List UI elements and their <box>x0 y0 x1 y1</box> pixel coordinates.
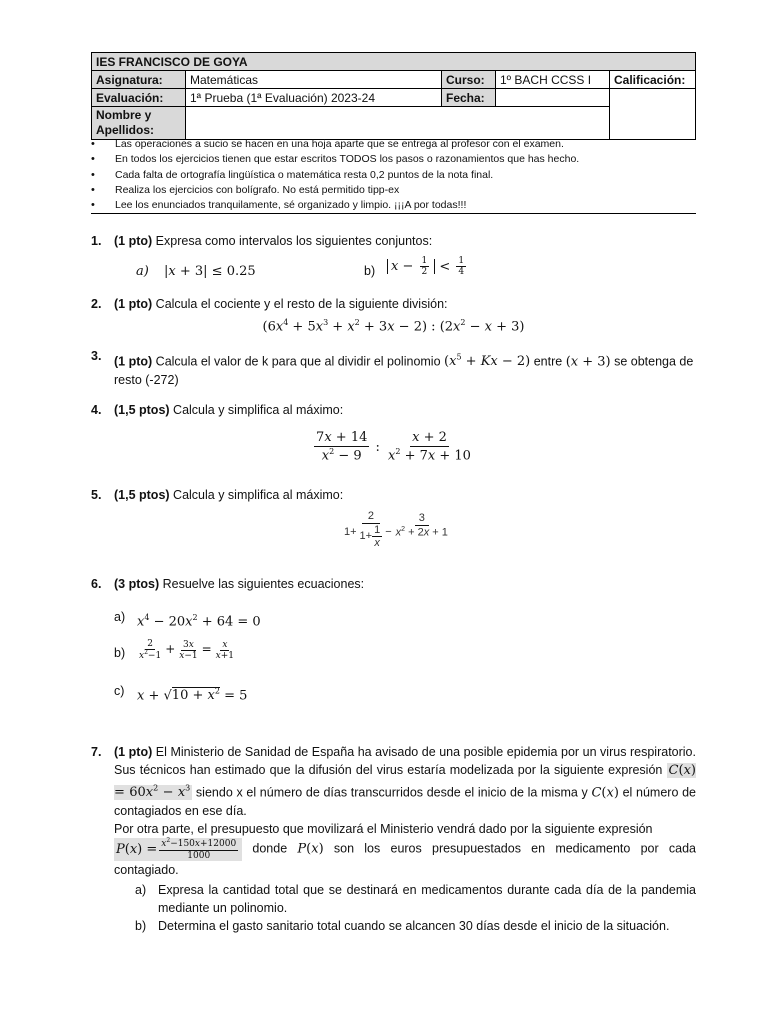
question-text: son los euros presupuestados en medicamento por cada contagiado. <box>114 841 696 878</box>
q7-px-symbol: P(x) <box>297 841 324 857</box>
q3-divisor: (x + 3) <box>565 354 611 370</box>
question-points: (3 ptos) <box>114 577 160 591</box>
question-points: (1 pto) <box>114 234 153 248</box>
q6-b-equation: $\frac{2}{x^2-1}$ + $\frac{3x}{x-1}$ = $\frac{x}{x+1}$ <box>139 639 235 662</box>
q1-a-expression: |x + 3| ≤ 0.25 <box>164 264 256 279</box>
question-number: 3. <box>91 349 102 363</box>
question-number: 7. <box>91 745 102 759</box>
question-text: se obtenga de resto (-272) <box>114 354 694 388</box>
instructions-list <box>91 137 696 213</box>
question-1 <box>91 233 696 286</box>
instruction-item: • Lee los enunciados tranquilamente, sé organizado y limpio. ¡¡¡A por todas!!! <box>91 198 696 213</box>
q7-cx-symbol: C(x) <box>591 785 619 801</box>
instruction-item: • Realiza los ejercicios con bolígrafo. No está permitido tipp-ex <box>91 183 696 198</box>
question-6 <box>91 576 696 703</box>
exam-header-table <box>91 52 696 140</box>
q7-a-text: Expresa la cantidad total que se destinará en medicamentos durante cada día de la pandemia mediante un polinomio. <box>158 883 696 916</box>
q6-c-equation: $x + √10 + x^2 = 5$ <box>137 687 248 704</box>
q7-contagion-formula: $C(x) = 60x^2 - x^3$ <box>114 763 696 801</box>
question-text: Por otra parte, el presupuesto que movilizará el Ministerio vendrá dado por la siguiente expresión <box>114 822 653 837</box>
question-number: 2. <box>91 297 102 311</box>
q1-b-expression: x − $\frac{1}{2}$ < $\frac{1}{4}$ <box>387 256 468 278</box>
question-text: Calcula y simplifica al máximo: <box>169 403 344 417</box>
date-field[interactable] <box>496 89 610 107</box>
question-2 <box>91 296 696 335</box>
q6-b-label: b) <box>114 646 126 660</box>
question-points: (1 pto) <box>114 297 153 311</box>
divider <box>91 213 696 214</box>
question-5 <box>91 487 696 560</box>
q7-b-label: b) <box>135 919 147 934</box>
course-label: Curso: <box>442 71 496 89</box>
evaluation-label: Evaluación: <box>92 89 186 107</box>
q2-expression: $(6x^4 + 5x^3 + x^2 + 3x - 2)$ : $(2x^2 - x + 3)$ <box>262 318 525 335</box>
question-number: 6. <box>91 577 102 591</box>
subject-value: Matemáticas <box>186 71 442 89</box>
question-points: (1 pto) <box>114 354 153 369</box>
question-text: el número de contagiados en ese día. <box>114 785 696 819</box>
question-number: 4. <box>91 403 102 417</box>
q7-a-label: a) <box>135 883 147 898</box>
question-number: 1. <box>91 234 102 248</box>
q7-b-text: Determina el gasto sanitario total cuando se alcancen 30 días desde el inicio de la situación. <box>158 919 670 934</box>
subject-label: Asignatura: <box>92 71 186 89</box>
question-4 <box>91 402 696 464</box>
question-text: Resuelve las siguientes ecuaciones: <box>159 577 365 591</box>
question-text: siendo x el número de días transcurridos desde el inicio de la misma y <box>192 785 592 800</box>
instruction-item: • Las operaciones a sucio se hacen en una hoja aparte que se entrega al profesor con el examen. <box>91 137 696 152</box>
question-text: Calcula y simplifica al máximo: <box>169 488 344 502</box>
question-number: 5. <box>91 488 102 502</box>
question-3 <box>91 348 696 390</box>
course-value: 1º BACH CCSS I <box>496 71 610 89</box>
question-points: (1,5 ptos) <box>114 403 170 417</box>
instruction-item: • Cada falta de ortografía lingüística o matemática resta 0,2 puntos de la nota final. <box>91 168 696 183</box>
question-points: (1,5 ptos) <box>114 488 170 502</box>
q6-a-equation: $x^4 - 20x^2 + 64 = 0$ <box>137 613 261 630</box>
q3-polynomial: $(x^5 + Kx - 2)$ <box>444 353 531 370</box>
q4-expression: $\frac{7x + 14}{x^2 - 9}$ : $\frac{x + 2}{x^2 + 7x + 10}$ <box>316 430 471 464</box>
q6-c-label: c) <box>114 684 125 698</box>
question-points: (1 pto) <box>114 745 153 759</box>
grade-field[interactable] <box>610 89 696 140</box>
name-label: Nombre y Apellidos: <box>92 107 186 140</box>
school-name: IES FRANCISCO DE GOYA <box>92 53 696 71</box>
q1-b-label: b) <box>364 264 376 278</box>
question-text: donde <box>242 841 298 856</box>
question-text: El Ministerio de Sanidad de España ha avisado de una posible epidemia por un virus respiratorio. Sus técnicos han estimado que la difusión del virus estaría modelizada por la siguiente expresión <box>114 745 696 777</box>
question-7 <box>91 743 696 935</box>
question-text: Calcula el valor de k para que al dividir el polinomio <box>152 354 445 369</box>
q1-a-label: a) <box>136 264 149 279</box>
grade-label: Calificación: <box>610 71 696 89</box>
q7-budget-formula: P ( x ) = $\frac{x^2-150x+12000}{1000}$ <box>114 838 242 861</box>
name-field[interactable] <box>186 107 610 140</box>
question-text: Expresa como intervalos los siguientes conjuntos: <box>152 234 433 248</box>
question-text: Calcula el cociente y el resto de la siguiente división: <box>152 297 448 311</box>
question-text: entre <box>530 354 566 369</box>
evaluation-value: 1ª Prueba (1ª Evaluación) 2023-24 <box>186 89 442 107</box>
q6-a-label: a) <box>114 610 126 624</box>
instruction-item: • En todos los ejercicios tienen que estar escritos TODOS los pasos o razonamientos que has hecho. <box>91 152 696 167</box>
q5-expression: 1+ 2 1+ $\frac{1}{x}$ − $\frac{3}{x^2 + 2x + 1}$ <box>344 510 448 550</box>
date-label: Fecha: <box>442 89 496 107</box>
